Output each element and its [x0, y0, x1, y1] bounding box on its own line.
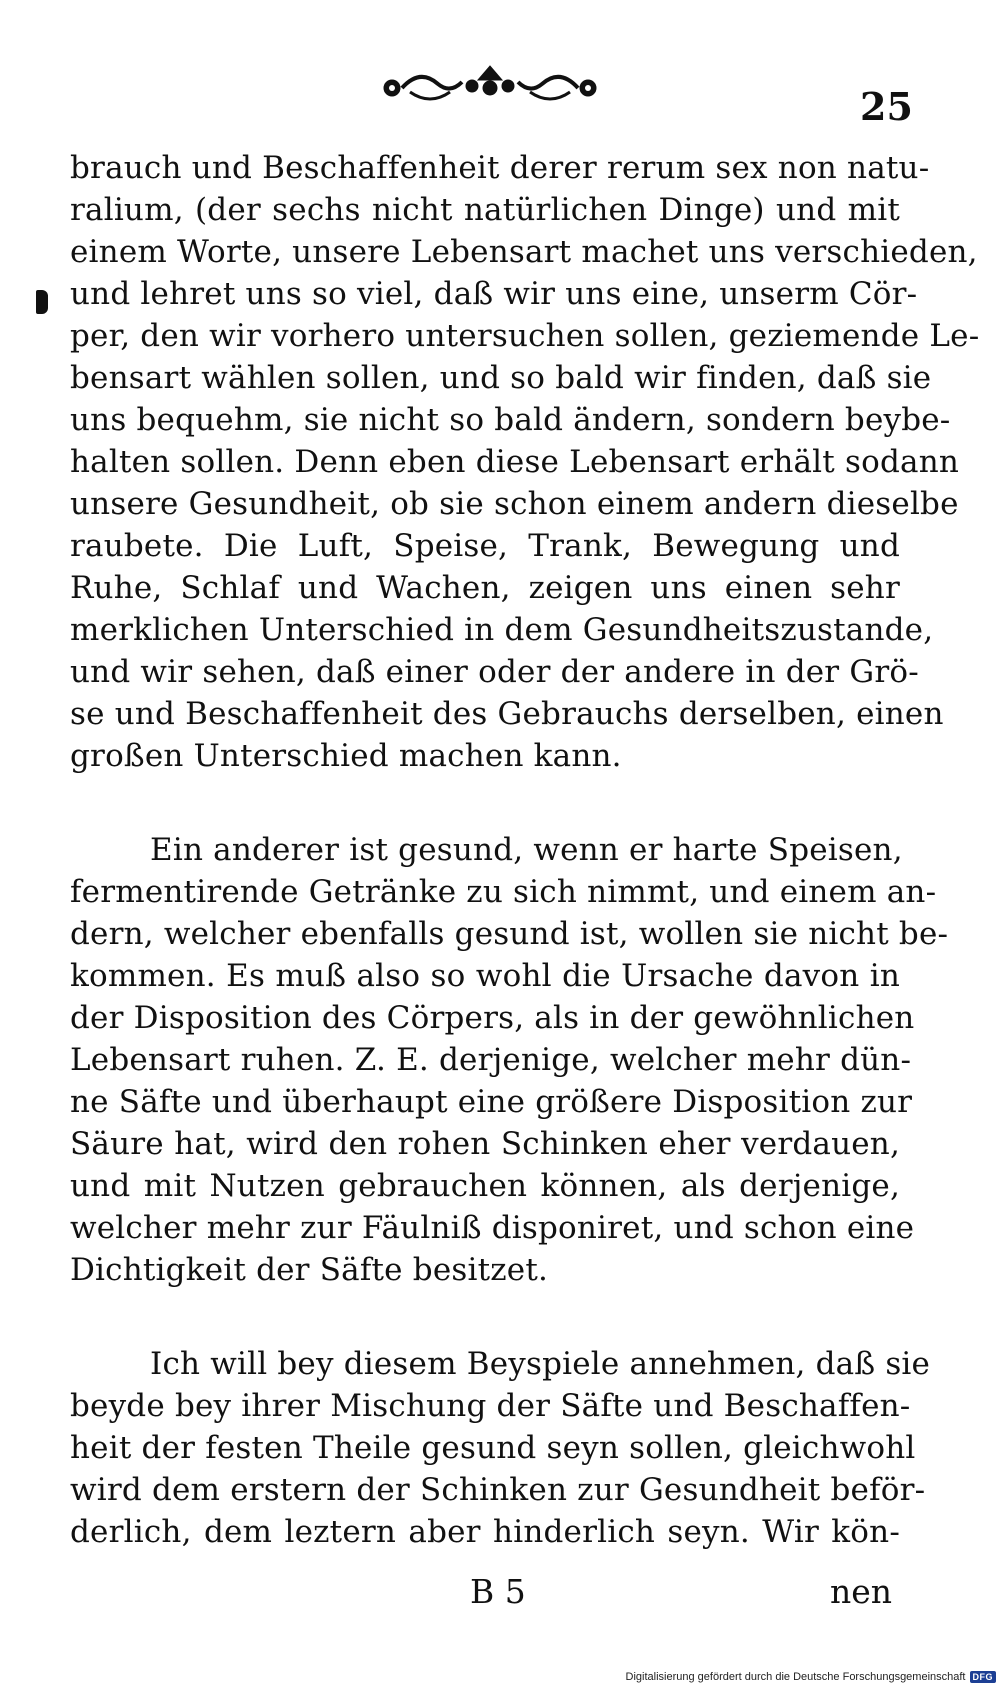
dfg-logo: DFG — [970, 1671, 997, 1683]
text-line: fermentirende Getränke zu sich nimmt, und einem an- — [70, 874, 937, 910]
text-line: se und Beschaffenheit des Gebrauchs derselben, einen — [70, 696, 944, 732]
text-line: beyde bey ihrer Mischung der Säfte und Beschaffen- — [70, 1388, 911, 1424]
text-line: bensart wählen sollen, und so bald wir finden, daß sie — [70, 360, 932, 396]
credit-text: Digitalisierung gefördert durch die Deutsche Forschungsgemeinschaft — [625, 1671, 966, 1683]
text-line: und lehret uns so viel, daß wir uns eine, unserm Cör- — [70, 276, 918, 312]
text-line: wird dem erstern der Schinken zur Gesundheit beför- — [70, 1472, 926, 1508]
text-line: großen Unterschied machen kann. — [70, 738, 622, 774]
text-line: Dichtigkeit der Säfte besitzet. — [70, 1252, 549, 1288]
text-line: der Disposition des Cörpers, als in der gewöhnlichen — [70, 1000, 915, 1036]
text-line: ne Säfte und überhaupt eine größere Disposition zur — [70, 1084, 913, 1120]
text-line: brauch und Beschaffenheit derer rerum sex non natu- — [70, 150, 930, 186]
text-line: kommen. Es muß also so wohl die Ursache davon in — [70, 958, 900, 994]
signature-mark: B 5 — [470, 1572, 526, 1611]
text-line: Ich will bey diesem Beyspiele annehmen, daß sie — [150, 1346, 931, 1382]
text-line: halten sollen. Denn eben diese Lebensart erhält sodann — [70, 444, 960, 480]
text-line: welcher mehr zur Fäulniß disponiret, und schon eine — [70, 1210, 915, 1246]
page-number: 25 — [860, 84, 913, 129]
text-line: raubete. Die Luft, Speise, Trank, Bewegung und — [70, 528, 900, 564]
text-line: Säure hat, wird den rohen Schinken eher verdauen, — [70, 1126, 900, 1162]
text-line: und wir sehen, daß einer oder der andere in der Grö- — [70, 654, 919, 690]
text-line: heit der festen Theile gesund seyn sollen, gleichwohl — [70, 1430, 916, 1466]
text-line: dern, welcher ebenfalls gesund ist, wollen sie nicht be- — [70, 916, 949, 952]
text-line: Ruhe, Schlaf und Wachen, zeigen uns einen sehr — [70, 570, 900, 606]
margin-bracket-mark — [36, 290, 48, 314]
text-line: uns bequehm, sie nicht so bald ändern, sondern beybe- — [70, 402, 951, 438]
text-line: per, den wir vorhero untersuchen sollen, geziemende Le- — [70, 318, 980, 354]
decorative-header-ornament — [380, 60, 600, 116]
text-line: ralium, (der sechs nicht natürlichen Dinge) und mit — [70, 192, 900, 228]
text-line: und mit Nutzen gebrauchen können, als derjenige, — [70, 1168, 900, 1204]
text-line: merklichen Unterschied in dem Gesundheitszustande, — [70, 612, 934, 648]
text-line: derlich, dem leztern aber hinderlich seyn. Wir kön- — [70, 1514, 900, 1550]
catchword: nen — [830, 1572, 893, 1611]
text-line: Ein anderer ist gesund, wenn er harte Speisen, — [150, 832, 903, 868]
text-line: einem Worte, unsere Lebensart machet uns verschieden, — [70, 234, 978, 270]
text-line: Lebensart ruhen. Z. E. derjenige, welcher mehr dün- — [70, 1042, 912, 1078]
text-line: unsere Gesundheit, ob sie schon einem andern dieselbe — [70, 486, 959, 522]
digitization-credit — [626, 1669, 996, 1685]
